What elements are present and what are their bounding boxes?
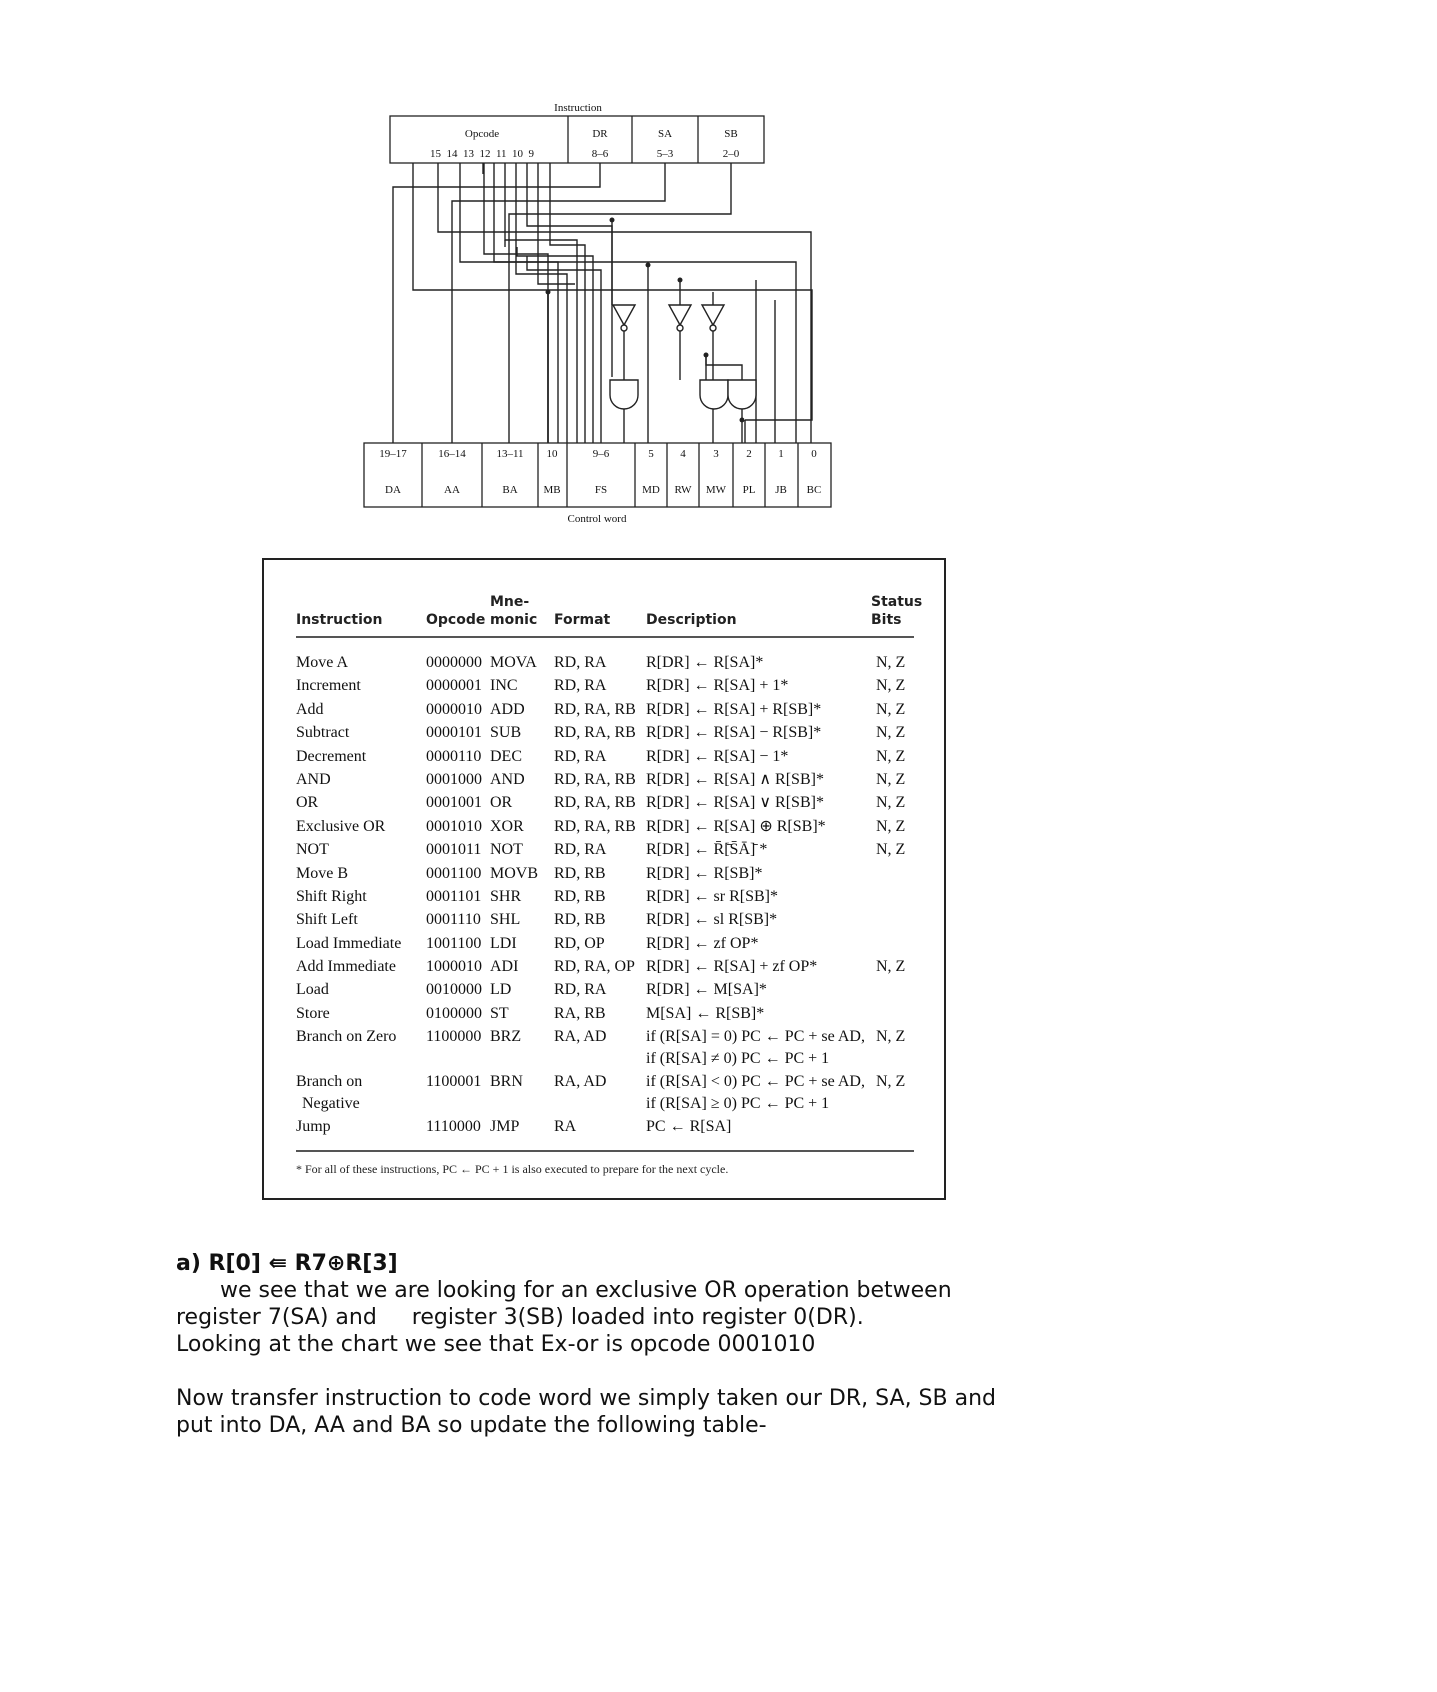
cell-mnemonic: BRN bbox=[490, 1073, 523, 1091]
cell-instruction: Add Immediate bbox=[296, 958, 396, 976]
cell-status-bits: N, Z bbox=[876, 654, 906, 671]
cell-description: if (R[SA] = 0) PC ← PC + se AD, bbox=[646, 1028, 865, 1046]
cw-name-rw: RW bbox=[674, 484, 692, 496]
cw-bits-mb: 10 bbox=[546, 448, 558, 460]
cell-mnemonic: JMP bbox=[490, 1118, 520, 1136]
cw-name-pl: PL bbox=[742, 484, 756, 496]
header-mnemonic-1: Mne- bbox=[490, 594, 530, 610]
cell-instruction: Store bbox=[296, 1004, 330, 1022]
cell-description: R[DR] ← R[SA] + zf OP* bbox=[646, 958, 818, 976]
cell-mnemonic: DEC bbox=[490, 747, 522, 765]
cell-format: RA bbox=[554, 1118, 577, 1136]
cell-description: R[DR] ← R[SA] − 1* bbox=[646, 747, 789, 765]
dr-field-label: DR bbox=[592, 128, 608, 140]
opcode-field-label: Opcode bbox=[464, 128, 500, 140]
table-row bbox=[296, 863, 914, 886]
cw-bits-pl: 2 bbox=[746, 448, 752, 460]
cell-format: RD, RA, OP bbox=[554, 958, 635, 976]
cell-description: if (R[SA] < 0) PC ← PC + se AD, bbox=[646, 1073, 865, 1091]
cell-instruction: Increment bbox=[296, 677, 361, 695]
cell-instruction: Branch on Zero bbox=[296, 1028, 397, 1046]
table-row bbox=[296, 1003, 914, 1026]
cell-description: PC ← R[SA] bbox=[646, 1118, 732, 1136]
cell-format: RD, RA bbox=[554, 654, 607, 671]
cw-name-mb: MB bbox=[543, 484, 561, 496]
cell-instruction: Shift Right bbox=[296, 887, 367, 905]
table-row bbox=[296, 839, 914, 862]
cw-bits-ba: 13–11 bbox=[496, 448, 524, 460]
cell-opcode: 0000101 bbox=[426, 724, 482, 742]
cw-name-mw: MW bbox=[705, 484, 727, 496]
cell-format: RD, RA, RB bbox=[554, 794, 636, 812]
cell-instruction: Jump bbox=[296, 1118, 331, 1136]
cell-description: R[DR] ← R̄[̄S̄Ā]̄ * bbox=[646, 841, 768, 859]
cell-opcode: 0001001 bbox=[426, 794, 482, 812]
cell-mnemonic: SUB bbox=[490, 724, 522, 742]
cell-format: RD, RA bbox=[554, 841, 607, 859]
cw-bits-da: 19–17 bbox=[379, 448, 407, 460]
cell-opcode: 0000110 bbox=[426, 747, 482, 765]
paragraph-1-line-3: Looking at the chart we see that Ex-or is opcode 0001010 bbox=[176, 1332, 816, 1357]
table-row bbox=[296, 909, 914, 932]
cell-format: RD, RA, RB bbox=[554, 724, 636, 742]
cell-opcode: 1001100 bbox=[426, 934, 482, 952]
cell-description: R[DR] ← R[SA] ∨ R[SB]* bbox=[646, 794, 824, 812]
cell-mnemonic: INC bbox=[490, 677, 518, 695]
table-row bbox=[296, 1026, 914, 1071]
cell-format: RD, RB bbox=[554, 887, 606, 905]
cell-status-bits: N, Z bbox=[876, 817, 906, 835]
cw-bits-fs: 9–6 bbox=[592, 448, 610, 460]
cell-status-bits: N, Z bbox=[876, 841, 906, 859]
table-body bbox=[296, 652, 914, 1140]
sa-field-label: SA bbox=[657, 128, 673, 140]
cell-mnemonic: ST bbox=[490, 1004, 509, 1022]
header-status-2: Bits bbox=[871, 612, 902, 628]
cell-description: R[DR] ← R[SA] ∧ R[SB]* bbox=[646, 770, 824, 788]
cell-status-bits: N, Z bbox=[876, 724, 906, 742]
cell-description-line-2: if (R[SA] ≥ 0) PC ← PC + 1 bbox=[646, 1095, 830, 1113]
cell-format: RA, AD bbox=[554, 1028, 607, 1046]
header-instruction: Instruction bbox=[296, 612, 383, 628]
cw-name-fs: FS bbox=[594, 484, 608, 496]
cw-bits-jb: 1 bbox=[778, 448, 784, 460]
cell-mnemonic: BRZ bbox=[490, 1028, 522, 1046]
cell-format: RA, RB bbox=[554, 1004, 606, 1022]
cell-description-line-2: if (R[SA] ≠ 0) PC ← PC + 1 bbox=[646, 1050, 830, 1068]
cw-bits-aa: 16–14 bbox=[438, 448, 466, 460]
table-row bbox=[296, 816, 914, 839]
instruction-decoder-diagram bbox=[0, 0, 1437, 540]
dr-bits-label: 8–6 bbox=[591, 148, 609, 160]
table-row bbox=[296, 1116, 914, 1139]
control-word-labels bbox=[379, 448, 821, 496]
cell-mnemonic: SHL bbox=[490, 911, 521, 929]
cell-status-bits: N, Z bbox=[876, 770, 906, 788]
cell-format: RA, AD bbox=[554, 1073, 607, 1091]
header-format: Format bbox=[554, 612, 611, 628]
cell-opcode: 0001011 bbox=[426, 841, 482, 859]
header-description: Description bbox=[646, 612, 737, 628]
cell-format: RD, OP bbox=[554, 934, 605, 952]
cw-name-da: DA bbox=[385, 484, 401, 496]
table-footnote: * For all of these instructions, PC ← PC + 1 is also executed to prepare for the next cycle. bbox=[296, 1162, 729, 1176]
header-rule bbox=[296, 636, 914, 638]
cell-opcode: 0000000 bbox=[426, 654, 482, 671]
question-line: a) R[0] ⇚ R7⊕R[3] bbox=[176, 1251, 398, 1276]
cw-name-md: MD bbox=[642, 484, 660, 496]
cw-name-ba: BA bbox=[502, 484, 518, 496]
table-row bbox=[296, 652, 914, 675]
table-row bbox=[296, 886, 914, 909]
inverter-gates bbox=[613, 305, 724, 331]
cell-description: R[DR] ← R[SA]* bbox=[646, 654, 764, 671]
cw-name-bc: BC bbox=[806, 484, 822, 496]
cw-bits-bc: 0 bbox=[811, 448, 817, 460]
cell-mnemonic: SHR bbox=[490, 887, 522, 905]
and-gates bbox=[610, 380, 756, 409]
cell-instruction: NOT bbox=[296, 841, 329, 859]
header-status-1: Status bbox=[871, 594, 923, 610]
cell-format: RD, RA, RB bbox=[554, 770, 636, 788]
cell-opcode: 0001100 bbox=[426, 864, 482, 882]
cell-instruction: Exclusive OR bbox=[296, 817, 386, 835]
cw-name-aa: AA bbox=[444, 484, 460, 496]
cell-format: RD, RB bbox=[554, 864, 606, 882]
cell-description: R[DR] ← R[SA] + 1* bbox=[646, 677, 789, 695]
paragraph-1-line-2: register 7(SA) and register 3(SB) loaded into register 0(DR). bbox=[176, 1305, 864, 1330]
cell-instruction: Load Immediate bbox=[296, 934, 402, 952]
cell-status-bits: N, Z bbox=[876, 958, 906, 976]
cell-format: RD, RA bbox=[554, 677, 607, 695]
cell-mnemonic: AND bbox=[490, 770, 525, 788]
cell-instruction: AND bbox=[296, 770, 331, 788]
cell-opcode: 0001000 bbox=[426, 770, 482, 788]
cell-mnemonic: NOT bbox=[490, 841, 523, 859]
cell-status-bits: N, Z bbox=[876, 794, 906, 812]
opcode-bits-label: 15 14 13 12 11 10 9 bbox=[429, 148, 535, 160]
cell-opcode: 0001010 bbox=[426, 817, 482, 835]
footer-rule bbox=[296, 1150, 914, 1152]
table-row bbox=[296, 956, 914, 979]
table-row bbox=[296, 675, 914, 698]
table-row bbox=[296, 792, 914, 815]
cell-description: R[DR] ← R[SA] − R[SB]* bbox=[646, 724, 822, 742]
cell-description: R[DR] ← sl R[SB]* bbox=[646, 911, 778, 929]
cell-mnemonic: XOR bbox=[490, 817, 524, 835]
table-row bbox=[296, 1071, 914, 1116]
cell-mnemonic: LDI bbox=[490, 934, 517, 952]
cell-description: R[DR] ← sr R[SB]* bbox=[646, 887, 779, 905]
sa-bits-label: 5–3 bbox=[656, 148, 674, 160]
paragraph-2-line-1: Now transfer instruction to code word we simply taken our DR, SA, SB and bbox=[176, 1386, 996, 1411]
cell-opcode: 1110000 bbox=[426, 1118, 481, 1136]
cell-status-bits: N, Z bbox=[876, 1073, 906, 1091]
cell-opcode: 0000001 bbox=[426, 677, 482, 695]
cell-instruction: OR bbox=[296, 794, 319, 812]
cw-bits-rw: 4 bbox=[680, 448, 686, 460]
cell-description: R[DR] ← R[SA] ⊕ R[SB]* bbox=[646, 817, 826, 835]
cell-description: M[SA] ← R[SB]* bbox=[646, 1004, 765, 1022]
cell-instruction: Branch on bbox=[296, 1073, 363, 1091]
cell-status-bits: N, Z bbox=[876, 700, 906, 718]
table-row bbox=[296, 933, 914, 956]
cell-opcode: 0001110 bbox=[426, 911, 481, 929]
cell-instruction: Shift Left bbox=[296, 911, 358, 929]
header-mnemonic-2: monic bbox=[490, 612, 538, 628]
cell-format: RD, RA bbox=[554, 981, 607, 999]
cell-status-bits: N, Z bbox=[876, 747, 906, 765]
cell-description: R[DR] ← M[SA]* bbox=[646, 981, 767, 999]
cell-opcode: 1100000 bbox=[426, 1028, 482, 1046]
cw-bits-md: 5 bbox=[648, 448, 654, 460]
cell-instruction: Add bbox=[296, 700, 324, 718]
cell-instruction: Move A bbox=[296, 654, 348, 671]
cell-mnemonic: MOVA bbox=[490, 654, 537, 671]
table-row bbox=[296, 979, 914, 1002]
blank-line bbox=[176, 1358, 1076, 1385]
cell-instruction: Subtract bbox=[296, 724, 350, 742]
table-row bbox=[296, 769, 914, 792]
paragraph-1-line-1: we see that we are looking for an exclusive OR operation between bbox=[220, 1278, 952, 1303]
instruction-label: Instruction bbox=[554, 102, 602, 114]
cell-mnemonic: MOVB bbox=[490, 864, 539, 882]
cw-name-jb: JB bbox=[775, 484, 787, 496]
cell-opcode: 1000010 bbox=[426, 958, 482, 976]
cell-description: R[DR] ← R[SB]* bbox=[646, 864, 763, 882]
table-row bbox=[296, 722, 914, 745]
cell-instruction-line-2: Negative bbox=[302, 1095, 360, 1113]
cell-description: R[DR] ← R[SA] + R[SB]* bbox=[646, 700, 822, 718]
cell-opcode: 1100001 bbox=[426, 1073, 482, 1091]
cell-instruction: Decrement bbox=[296, 747, 367, 765]
cell-opcode: 0100000 bbox=[426, 1004, 482, 1022]
cell-format: RD, RA, RB bbox=[554, 817, 636, 835]
cell-opcode: 0001101 bbox=[426, 887, 482, 905]
cell-status-bits: N, Z bbox=[876, 1028, 906, 1046]
sb-bits-label: 2–0 bbox=[722, 148, 740, 160]
sb-field-label: SB bbox=[724, 128, 738, 140]
answer-text bbox=[176, 1250, 1076, 1439]
cell-status-bits: N, Z bbox=[876, 677, 906, 695]
control-word-label: Control word bbox=[567, 513, 627, 525]
cell-format: RD, RA bbox=[554, 747, 607, 765]
cell-mnemonic: OR bbox=[490, 794, 513, 812]
cell-opcode: 0000010 bbox=[426, 700, 482, 718]
cell-opcode: 0010000 bbox=[426, 981, 482, 999]
cell-mnemonic: ADI bbox=[490, 958, 519, 976]
cell-format: RD, RA, RB bbox=[554, 700, 636, 718]
table-row bbox=[296, 699, 914, 722]
cell-description: R[DR] ← zf OP* bbox=[646, 934, 759, 952]
header-opcode: Opcode bbox=[426, 612, 486, 628]
cell-mnemonic: ADD bbox=[490, 700, 525, 718]
cell-format: RD, RB bbox=[554, 911, 606, 929]
cw-bits-mw: 3 bbox=[713, 448, 719, 460]
cell-mnemonic: LD bbox=[490, 981, 512, 999]
paragraph-2-line-2: put into DA, AA and BA so update the following table- bbox=[176, 1413, 767, 1438]
cell-instruction: Move B bbox=[296, 864, 348, 882]
cell-instruction: Load bbox=[296, 981, 329, 999]
instruction-table-figure bbox=[262, 558, 946, 1200]
table-row bbox=[296, 746, 914, 769]
